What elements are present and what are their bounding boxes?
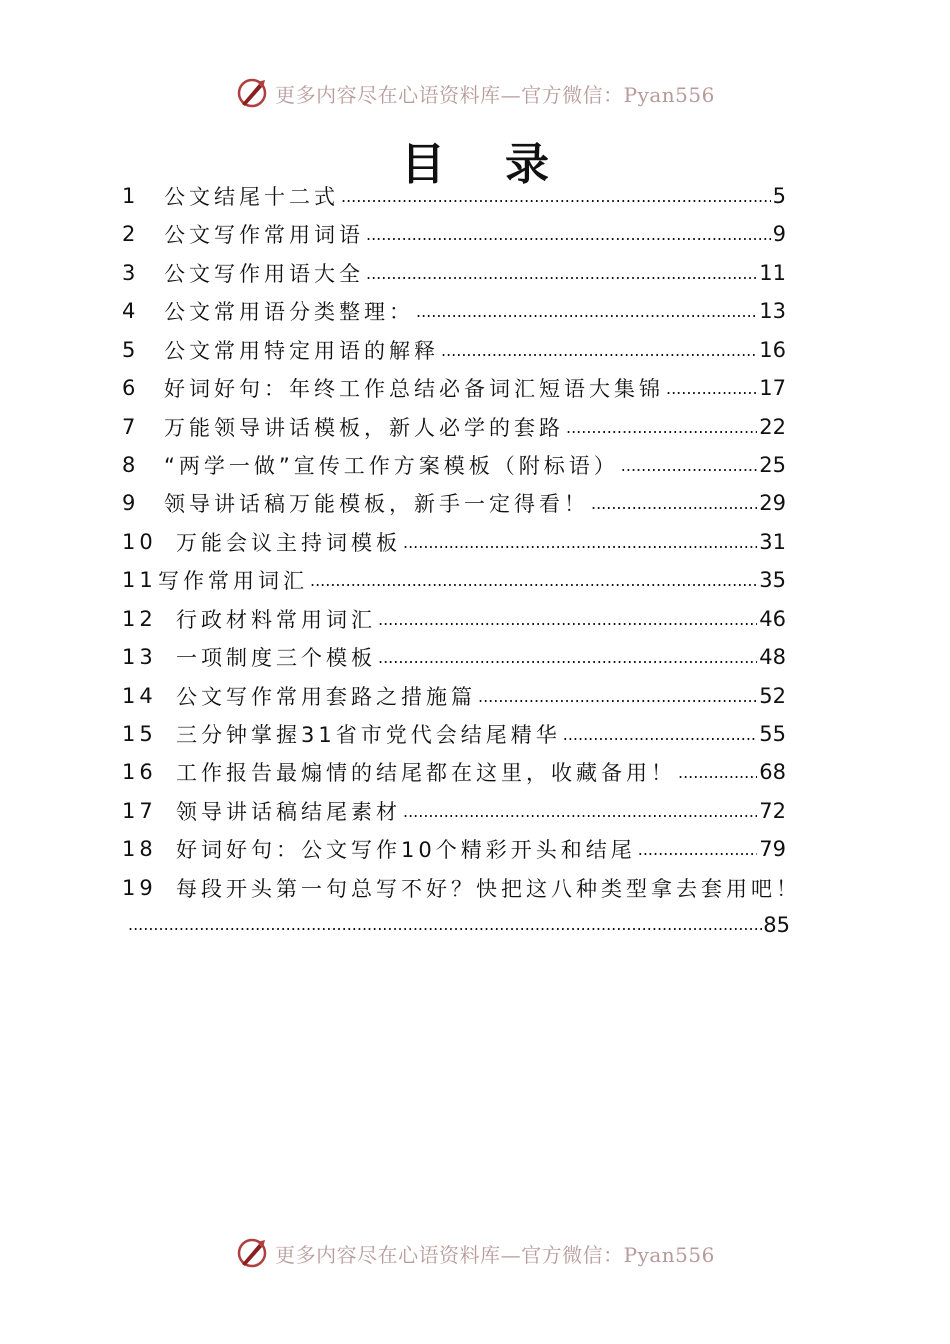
toc-title: 万能会议主持词模板 [176, 531, 401, 555]
toc-number: 5 [122, 338, 140, 362]
banner-text: 更多内容尽在心语资料库—官方微信：Pyan556 [275, 82, 715, 107]
toc-leader-dots [403, 533, 757, 561]
toc-page-number: 29 [759, 491, 786, 515]
toc-page-number: 16 [759, 338, 786, 362]
toc-row[interactable] [122, 254, 786, 292]
toc-leader-dots [441, 341, 757, 369]
toc-title: 公文常用特定用语的解释 [164, 339, 439, 363]
toc-title: 公文写作用语大全 [164, 262, 364, 286]
toc-number: 4 [122, 299, 140, 323]
toc-title: 公文写作常用套路之措施篇 [176, 685, 476, 709]
toc-leader-dots [378, 648, 757, 676]
toc-page-number: 13 [759, 299, 786, 323]
toc-page-number: 79 [759, 837, 786, 861]
toc-row[interactable] [122, 715, 786, 753]
toc-row-continuation[interactable] [128, 907, 790, 943]
toc-row[interactable] [122, 215, 786, 253]
toc-page-number: 52 [759, 684, 786, 708]
toc-leader-dots [563, 725, 758, 753]
toc-page-number: 31 [759, 530, 786, 554]
toc-page-number: 55 [759, 722, 786, 746]
toc-row[interactable] [122, 830, 786, 868]
toc-row[interactable] [122, 600, 786, 638]
toc-number: 11 [122, 568, 157, 592]
toc-title: 行政材料常用词汇 [176, 608, 376, 632]
toc-title: 一项制度三个模板 [176, 646, 376, 670]
toc-leader-dots [478, 687, 757, 715]
toc-leader-dots [591, 494, 757, 522]
toc-title: 好词好句：公文写作10个精彩开头和结尾 [176, 838, 636, 862]
toc-number: 9 [122, 491, 140, 515]
toc-number: 7 [122, 415, 140, 439]
toc-title: 工作报告最煽情的结尾都在这里，收藏备用！ [176, 761, 676, 785]
toc-leader-dots [366, 264, 757, 292]
toc-title: 领导讲话稿万能模板，新手一定得看！ [164, 492, 589, 516]
toc-page-number: 5 [772, 184, 786, 208]
toc-row[interactable] [122, 331, 786, 369]
toc-number: 15 [122, 722, 157, 746]
toc-page-number: 22 [759, 415, 786, 439]
toc-row[interactable] [122, 753, 786, 791]
toc-page-number: 17 [759, 376, 786, 400]
toc-number: 1 [122, 184, 140, 208]
toc-row[interactable] [122, 408, 786, 446]
toc-title: “两学一做”宣传工作方案模板（附标语） [164, 454, 619, 478]
header-banner [0, 73, 950, 113]
toc-row[interactable] [122, 369, 786, 407]
toc-number: 3 [122, 261, 140, 285]
toc-page-number: 25 [759, 453, 786, 477]
toc-leader-dots [678, 763, 757, 791]
toc-title: 三分钟掌握31省市党代会结尾精华 [176, 723, 561, 747]
toc-row[interactable] [122, 792, 786, 830]
toc-page-number: 72 [759, 799, 786, 823]
toc-leader-dots [621, 456, 758, 484]
toc-title: 好词好句：年终工作总结必备词汇短语大集锦 [164, 377, 664, 401]
toc-number: 8 [122, 453, 140, 477]
toc-title: 公文结尾十二式 [164, 185, 339, 209]
toc-row[interactable] [122, 561, 786, 599]
toc-leader-dots [366, 225, 771, 253]
toc-number: 12 [122, 607, 157, 631]
toc-page-number: 48 [759, 645, 786, 669]
toc-number: 6 [122, 376, 140, 400]
toc-leader-dots [666, 379, 757, 407]
toc-number: 16 [122, 760, 157, 784]
page-title: 目录 [401, 139, 609, 190]
quill-logo-icon [235, 76, 269, 110]
toc-title: 公文写作常用词语 [164, 223, 364, 247]
toc-leader-dots [310, 571, 757, 599]
toc-leader-dots [403, 802, 757, 830]
toc-title: 每段开头第一句总写不好？快把这八种类型拿去套用吧！ [176, 877, 801, 901]
toc-leader-dots [341, 187, 771, 215]
toc-row[interactable] [122, 292, 786, 330]
toc-number: 18 [122, 837, 157, 861]
footer-banner [0, 1233, 950, 1273]
toc-title: 写作常用词汇 [158, 569, 308, 593]
toc-page-number: 35 [759, 568, 786, 592]
toc-row[interactable] [122, 523, 786, 561]
banner-text: 更多内容尽在心语资料库—官方微信：Pyan556 [275, 1242, 715, 1267]
toc-page-number: 9 [772, 222, 786, 246]
toc-title: 万能领导讲话模板，新人必学的套路 [164, 416, 564, 440]
toc-row[interactable] [122, 446, 786, 484]
toc-leader-dots [128, 915, 763, 943]
toc-row[interactable] [122, 484, 786, 522]
toc-row[interactable] [122, 638, 786, 676]
toc-leader-dots [566, 418, 757, 446]
toc-page-number: 46 [759, 607, 786, 631]
toc-leader-dots [638, 840, 758, 868]
toc-page-number: 68 [759, 760, 786, 784]
toc-row[interactable] [122, 677, 786, 715]
toc-leader-dots [378, 610, 757, 638]
toc-leader-dots [416, 302, 757, 330]
toc-number: 13 [122, 645, 157, 669]
toc-row[interactable] [122, 177, 786, 215]
quill-logo-icon [235, 1236, 269, 1270]
toc-title: 公文常用语分类整理： [164, 300, 414, 324]
toc-number: 19 [122, 876, 157, 900]
toc-page-number: 85 [763, 913, 790, 937]
toc-row[interactable] [122, 869, 822, 907]
toc-number: 14 [122, 684, 157, 708]
toc-number: 2 [122, 222, 140, 246]
toc-page-number: 11 [759, 261, 786, 285]
toc-number: 10 [122, 530, 157, 554]
toc-title: 领导讲话稿结尾素材 [176, 800, 401, 824]
toc-number: 17 [122, 799, 157, 823]
